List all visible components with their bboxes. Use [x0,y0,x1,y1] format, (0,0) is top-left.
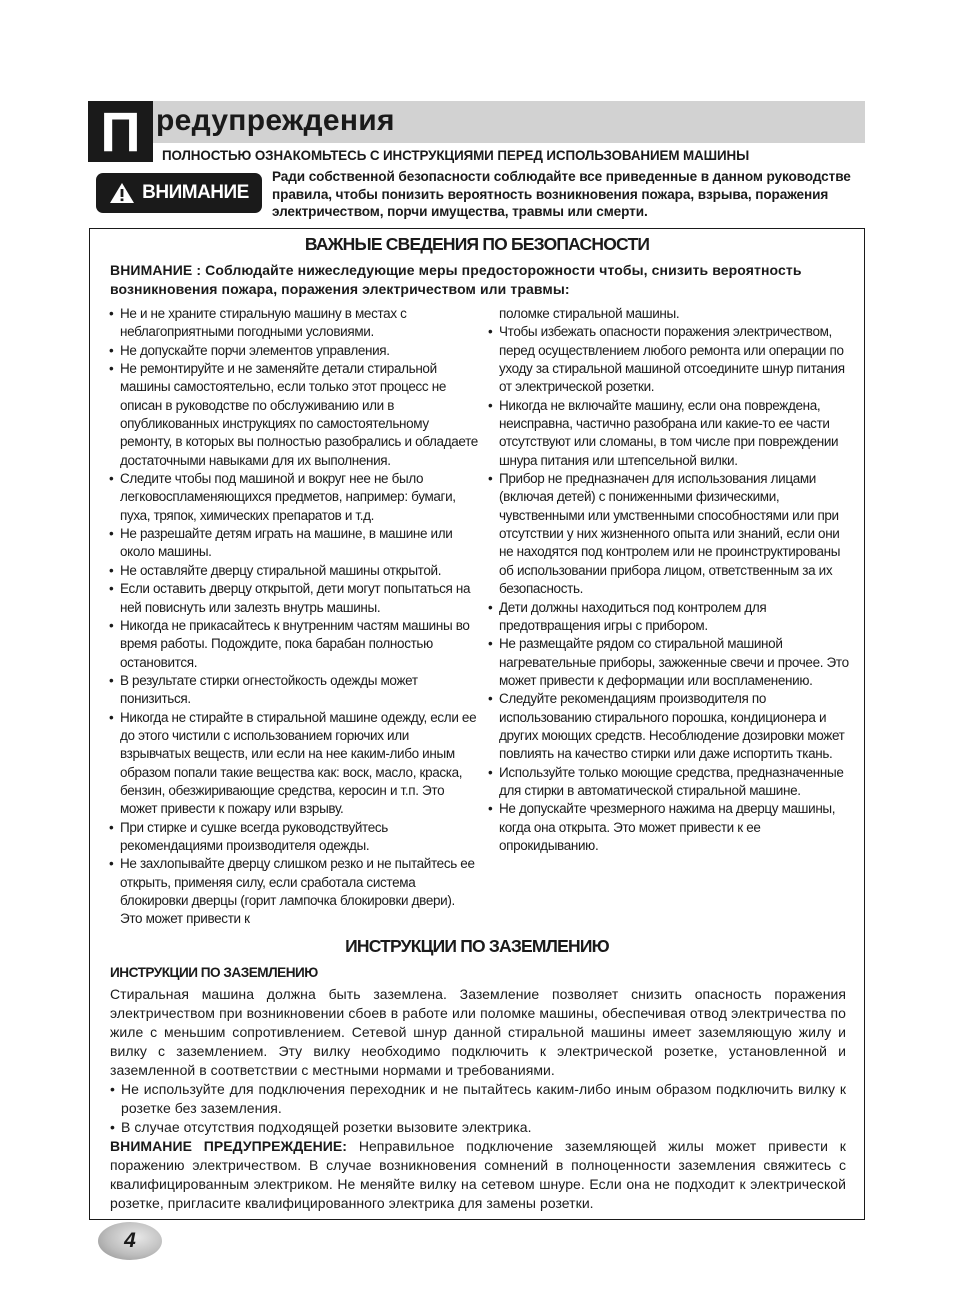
bullet-marker: • [488,764,493,780]
bullet-marker: • [109,856,114,872]
list-item [108,672,478,709]
bullet-marker: • [488,324,493,340]
bullet-marker: • [488,801,493,817]
bullet-marker: • [109,672,114,688]
page-title: редупреждения [156,104,395,137]
bullet-marker: • [109,526,114,542]
safety-intro: ВНИМАНИЕ : Соблюдайте нижеследующие меры предосторожности чтобы, снизить вероятность возникновения пожара, поражения электричеством или травмы: [110,262,802,297]
list-item [108,525,478,562]
list-item-text: Не допускайте порчи элементов управления. [120,342,390,358]
list-item [487,764,852,801]
grounding-bullet [110,1080,846,1118]
list-item [487,690,852,763]
safety-section-title: ВАЖНЫЕ СВЕДЕНИЯ ПО БЕЗОПАСНОСТИ [304,234,650,254]
bullet-marker: • [109,361,114,377]
grounding-paragraph: Стиральная машина должна быть заземлена. Заземление позволяет снизить опасность поражения электричеством при возникновении сбоев в работе или поломке машины, обеспечивая отвод электричества по жиле с меньшим сопротивлением. Сетевой шнур данной стиральной машины имеет заземляющую жилу и вилку с заземлением. Эту вилку необходимо подключить к электрической розетке, установленной и заземленной в соответствии с местными нормами и требованиями. [110,986,846,1078]
list-item [108,580,478,617]
page-number: 4 [124,1229,136,1252]
bullet-marker: • [109,562,114,578]
bullet-marker: • [488,471,493,487]
bullet-marker: • [488,397,493,413]
warning-triangle-icon [109,182,135,204]
bullet-marker: • [109,471,114,487]
grounding-bullet-text: Не используйте для подключения переходник и не пытайтесь каким-либо иным образом подключить вилку к розетке без заземления. [121,1081,846,1116]
bullet-marker: • [488,599,493,615]
list-item [487,470,852,598]
list-item-text: Не разрешайте детям играть на машине, в машине или около машины. [120,526,453,560]
grounding-warning-label: ВНИМАНИЕ ПРЕДУПРЕЖДЕНИЕ: [110,1138,347,1154]
grounding-warning-text: Неправильное подключение заземляющей жилы может привести к поражению электричеством. В случае возникновения сомнений в полноценности заземления свяжитесь с квалифицированным электриком. Не меняйте вилку на сетевом шнуре. Если она не подходит к электрической розетке, пригласите квалифицированного электрика для замены розетки. [110,1138,846,1211]
list-item-text: Если оставить дверцу открытой, дети могут попытаться на ней повиснуть или залезть внутрь машины. [120,581,471,615]
page-number-badge [98,1222,162,1260]
list-item-text: Не допускайте чрезмерного нажима на дверцу машины, когда она открыта. Это может привести к ее опрокидыванию. [499,801,836,853]
bullet-marker: • [109,342,114,358]
bullet-marker: • [109,617,114,633]
list-item-text: Используйте только моющие средства, предназначенные для стирки в автоматической стиральной машине. [499,764,844,798]
bullet-marker: • [109,581,114,597]
list-item-continuation: поломке стиральной машины. [499,306,680,321]
list-item [487,323,852,396]
warning-badge [96,173,262,213]
list-item [487,397,852,470]
bullet-marker: • [488,691,493,707]
list-item [108,819,478,856]
title-initial-letter: П [88,101,153,162]
list-item-text: Следуйте рекомендациям производителя по использованию стирального порошка, кондиционера и других моющих средств. Несоблюдение дозировки может повлиять на качество стирки или даже испортить ткань. [499,691,845,762]
list-item-text: Не ремонтируйте и не заменяйте детали стиральной машины самостоятельно, если только этот процесс не описан в руководстве по обслуживанию или в опубликованных инструкциях по самостоятельному ремонту, в которых вы полностью разобрались и обладаете достаточными навыками для их выполнения. [120,361,478,468]
warning-text: Ради собственной безопасности соблюдайте все приведенные в данном руководстве правила, чтобы понизить вероятность возникновения пожара, взрыва, поражения электричеством, порчи имущества, травмы или смерти. [272,169,851,219]
list-item [108,562,478,580]
warning-badge-label: ВНИМАНИЕ [142,182,249,203]
bullet-marker: • [110,1081,115,1097]
list-item-text: Не размещайте рядом со стиральной машиной нагревательные приборы, зажженные свечи и прочее. Это может привести к деформации или воспламенению. [499,636,849,688]
list-item-text: Никогда не стирайте в стиральной машине одежду, если ее до этого чистили с использованием горючих или взрывчатых веществ, или если на нее каким-либо иным образом попали такие вещества как: воск, масло, краска, бензин, обезжиривающие средства, керосин и т.п. Это может привести к пожару или взрыву. [120,709,477,817]
list-item [108,342,478,360]
grounding-bullet [110,1118,846,1137]
list-item [108,305,478,342]
safety-list-left [108,305,478,929]
list-item-text: Следите чтобы под машиной и вокруг нее не было легковоспламеняющихся предметов, например: бумаги, пуха, тряпок, химических препаратов и т.д. [120,471,456,523]
list-item-text: Никогда не прикасайтесь к внутренним частям машины во время работы. Подождите, пока барабан полностью остановится. [120,617,470,670]
list-item [487,800,852,855]
list-item-text: Не и не храните стиральную машину в местах с неблагоприятными погодными условиями. [120,306,407,340]
list-item-text: При стирке и сушке всегда руководствуйтесь рекомендациями производителя одежды. [120,819,388,853]
list-item-text: Чтобы избежать опасности поражения электричеством, перед осуществлением любого ремонта или операции по уходу за стиральной машиной отсоедините шнур питания от электрической розетки. [499,324,845,395]
list-item-text: В результате стирки огнестойкость одежды может понизиться. [120,672,418,707]
grounding-warning [110,1137,846,1213]
safety-list-right [487,305,852,855]
grounding-section-title: ИНСТРУКЦИИ ПО ЗАЗЕМЛЕНИЮ [345,936,609,956]
grounding-subtitle: ИНСТРУКЦИИ ПО ЗАЗЕМЛЕНИЮ [110,965,318,980]
list-item-text: Дети должны находиться под контролем для предотвращения игры с прибором. [499,599,767,633]
grounding-content [110,985,846,1213]
bullet-marker: • [109,306,114,321]
list-item [108,470,478,525]
bullet-marker: • [110,1119,115,1135]
list-item-text: Не оставляйте дверцу стиральной машины открытой. [120,562,442,578]
list-item [108,709,478,819]
bullet-marker: • [109,819,114,835]
list-item [487,635,852,690]
page-subtitle: ПОЛНОСТЬЮ ОЗНАКОМЬТЕСЬ С ИНСТРУКЦИЯМИ ПЕРЕД ИСПОЛЬЗОВАНИЕМ МАШИНЫ [162,148,750,163]
list-item [108,360,478,470]
bullet-marker: • [109,709,114,725]
list-item [487,599,852,636]
list-item-text: Прибор не предназначен для использования лицами (включая детей) с пониженными физическими, чувственными или умственными способностями или при отсутствии у них жизненного опыта или знаний, если они не находятся под контролем или не проинструктированы об использовании прибора лицом, ответственным за их безопасность. [499,471,841,597]
grounding-bullet-text: В случае отсутствия подходящей розетки вызовите электрика. [121,1119,532,1135]
list-item [108,617,478,672]
list-item [108,855,478,928]
list-item-text: Не захлопывайте дверцу слишком резко и не пытайтесь ее открыть, применяя силу, если сработала система блокировки дверцы (горит лампочка блокировки двери). Это может привести к [120,856,475,927]
list-item-text: Никогда не включайте машину, если она повреждена, неисправна, частично разобрана или какие-то ее части отсутствуют или сломаны, в том числе при повреждении шнура питания или штепсельной вилки. [499,397,839,468]
bullet-marker: • [488,636,493,652]
